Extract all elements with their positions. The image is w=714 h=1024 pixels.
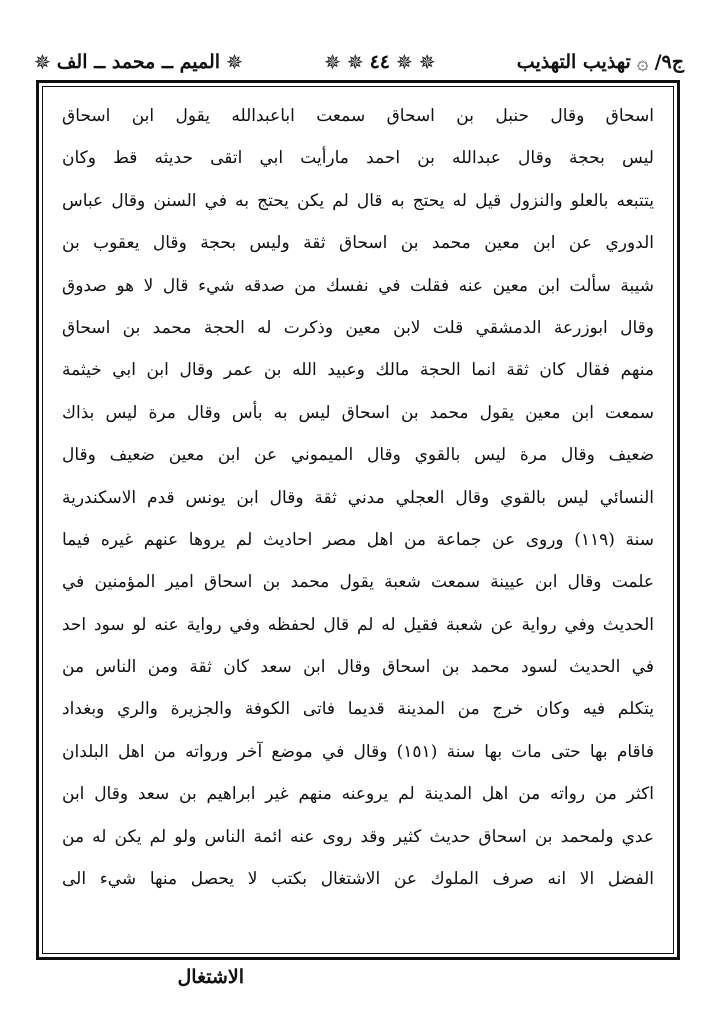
small-ornament-icon: ۞: [636, 50, 649, 74]
text-line: الحديث وفي رواية عن شعبة فقيل له لم قال لحفظه وفي رواية عنه لو سود احد: [62, 614, 654, 635]
text-line: يتكلم فيه وكان خرج من المدينة قديما فاتى الكوفة والجزيرة والري وبغداد: [62, 699, 654, 720]
entry-name: الميم ــ محمد ــ الف: [56, 51, 221, 73]
text-line: الدوري عن ابن معين محمد بن اسحاق ثقة وليس بحجة وقال يعقوب بن: [62, 233, 654, 254]
book-title: تهذيب التهذيب: [516, 51, 631, 73]
text-line: عدي ولمحمد بن اسحاق حديث كثير وقد روى عنه ائمة الناس ولو لم يكن له من: [62, 826, 654, 847]
star-ornament-icon: ✵: [418, 50, 436, 74]
text-line: اكثر من رواته من اهل المدينة لم يروعنه منهم غير ابراهيم بن سعد وقال ابن: [62, 784, 654, 805]
catchword: الاشتغال: [177, 966, 244, 988]
text-line: علمت وقال ابن عيينة سمعت شعبة يقول محمد بن اسحاق امير المؤمنين في: [62, 572, 654, 593]
star-ornament-icon: ✵: [34, 50, 51, 74]
text-line: سنة (١١٩) وروى عن جماعة من اهل مصر احاديث لم يروها عنهم غيره فيما: [62, 529, 654, 550]
header-center-group: [324, 51, 435, 73]
text-line: وقال ابوزرعة الدمشقي قلت لابن معين وذكرت له الحجة محمد بن اسحاق: [62, 317, 654, 338]
page-number: ٤٤: [369, 51, 391, 73]
star-ornament-icon: ✵: [396, 50, 413, 74]
text-line: فاقام بها حتى مات بها سنة (١٥١) وقال في موضع آخر ورواته من اهل البلدان: [62, 741, 654, 762]
text-line: سمعت ابن معين يقول محمد بن اسحاق ليس به بأس وقال مرة ليس بذاك: [62, 402, 654, 423]
text-line: يتتبعه بالعلو والنزول قيل له يحتج به قال لم يكن يحتج به في السنن وقال عباس: [62, 190, 654, 211]
page-body: [62, 95, 654, 900]
page-header: [34, 42, 684, 82]
text-line: اسحاق وقال حنبل بن اسحاق سمعت اباعبدالله يقول ابن اسحاق: [62, 106, 654, 126]
text-line: ليس بحجة وقال عبدالله بن احمد مارأيت ابي اتقى حديثه قط وكان: [62, 148, 654, 169]
text-line: في الحديث لسود محمد بن اسحاق وقال ابن سعد كان ثقة ومن الناس من: [62, 657, 654, 678]
star-ornament-icon: ✵: [226, 50, 243, 74]
text-line: منهم فقال كان ثقة انما الحجة مالك وعبيد الله بن عمر وقال ابن ابي خيثمة: [62, 360, 654, 381]
volume-page-label: ج٩/: [654, 51, 684, 73]
star-ornament-icon: ✵: [324, 50, 341, 74]
text-line: شيبة سألت ابن معين عنه فقلت في نفسك من صدقه شيء قال لا هو صدوق: [62, 275, 654, 296]
text-line: الفضل الا انه صرف الملوك عن الاشتغال بكتب لا يحصل منها شيء الى: [62, 869, 654, 890]
header-right-group: [517, 51, 684, 73]
star-ornament-icon: ✵: [346, 50, 364, 74]
text-line: ضعيف وقال مرة ليس بالقوي وقال الميموني عن ابن معين ضعيف وقال: [62, 445, 654, 466]
text-line: النسائي ليس بالقوي وقال العجلي مدني ثقة وقال ابن يونس قدم الاسكندرية: [62, 487, 654, 508]
header-left-group: [34, 51, 243, 73]
